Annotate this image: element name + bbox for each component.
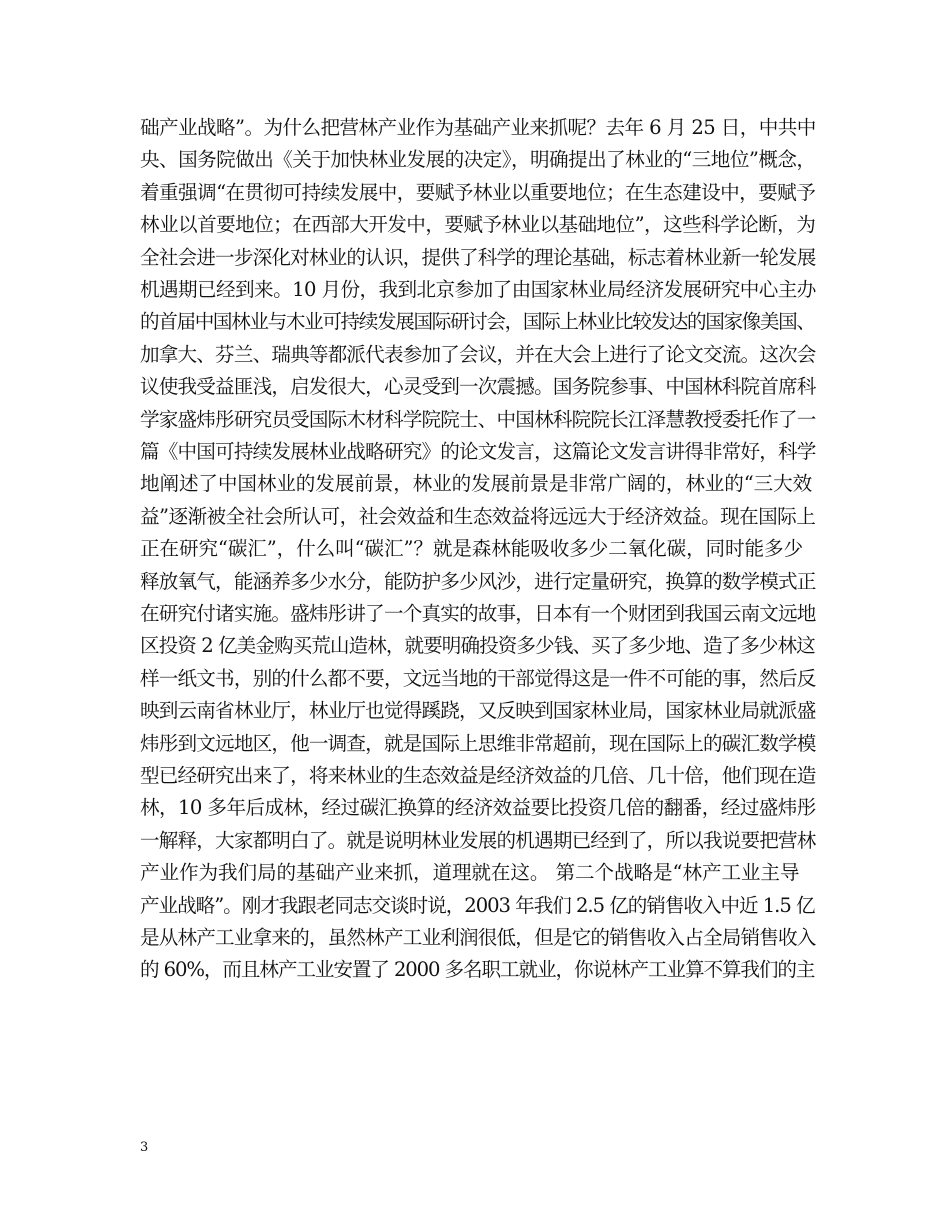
text-line: 的首届中国林业与木业可持续发展国际研讨会，国际上林业比较发达的国家像美国、 bbox=[140, 310, 815, 334]
text-line: 释放氧气，能涵养多少水分，能防护多少风沙，进行定量研究，换算的数学模式正 bbox=[140, 569, 816, 593]
text-line: 区投资 2 亿美金购买荒山造林，就要明确投资多少钱、买了多少地、造了多少林这 bbox=[140, 634, 815, 658]
text-line: 央、国务院做出《关于加快林业发展的决定》，明确提出了林业的“三地位”概念， bbox=[140, 148, 816, 172]
text-line: 产业战略”。刚才我跟老同志交谈时说，2003 年我们 2.5 亿的销售收入中近 1.5 亿 bbox=[140, 893, 815, 917]
text-line: 机遇期已经到来。10 月份，我到北京参加了由国家林业局经济发展研究中心主办 bbox=[140, 278, 816, 301]
text-line: 地阐述了中国林业的发展前景，林业的发展前景是非常广阔的，林业的“三大效 bbox=[140, 472, 813, 496]
text-line: 产业作为我们局的基础产业来抓，道理就在这。 第二个战略是“林产工业主导 bbox=[140, 861, 800, 885]
text-line: 础产业战略”。为什么把营林产业作为基础产业来抓呢？去年 6 月 25 日，中共中 bbox=[140, 116, 816, 139]
text-line: 林业以首要地位；在西部大开发中，要赋予林业以基础地位”，这些科学论断，为 bbox=[140, 213, 816, 237]
text-line: 林，10 多年后成林，经过碳汇换算的经济效益要比投资几倍的翻番，经过盛炜彤 bbox=[140, 796, 816, 820]
text-line: 的 60%，而且林产工业安置了 2000 多名职工就业，你说林产工业算不算我们的主 bbox=[140, 958, 815, 982]
text-line: 全社会进一步深化对林业的认识，提供了科学的理论基础，标志着林业新一轮发展 bbox=[140, 245, 816, 269]
text-line: 样一纸文书，别的什么都不要，文远当地的干部觉得这是一件不可能的事，然后反 bbox=[140, 666, 816, 690]
text-line: 学家盛炜彤研究员受国际木材科学院院士、中国林科院院长江泽慧教授委托作了一 bbox=[140, 407, 816, 431]
page-number: 3 bbox=[140, 1140, 149, 1155]
text-line: 是从林产工业拿来的，虽然林产工业利润很低，但是它的销售收入占全局销售收入 bbox=[140, 926, 816, 949]
text-line: 在研究付诸实施。盛炜彤讲了一个真实的故事，日本有一个财团到我国云南文远地 bbox=[140, 602, 816, 625]
text-line: 篇《中国可持续发展林业战略研究》的论文发言，这篇论文发言讲得非常好，科学 bbox=[140, 440, 816, 463]
text-line: 正在研究“碳汇”，什么叫“碳汇”？就是森林能吸收多少二氧化碳，同时能多少 bbox=[140, 537, 803, 561]
text-line: 加拿大、芬兰、瑞典等都派代表参加了会议，并在大会上进行了论文交流。这次会 bbox=[140, 342, 816, 366]
text-line: 着重强调“在贯彻可持续发展中，要赋予林业以重要地位；在生态建设中，要赋予 bbox=[140, 180, 816, 204]
text-line: 议使我受益匪浅，启发很大，心灵受到一次震撼。国务院参事、中国林科院首席科 bbox=[140, 375, 816, 399]
text-line: 型已经研究出来了，将来林业的生态效益是经济效益的几倍、几十倍，他们现在造 bbox=[140, 764, 816, 787]
text-line: 一解释，大家都明白了。就是说明林业发展的机遇期已经到了，所以我说要把营林 bbox=[140, 828, 816, 852]
text-line: 映到云南省林业厅，林业厅也觉得蹊跷，又反映到国家林业局，国家林业局就派盛 bbox=[140, 699, 816, 723]
text-line: 益”逐渐被全社会所认可，社会效益和生态效益将远远大于经济效益。现在国际上 bbox=[140, 504, 816, 528]
text-line: 炜彤到文远地区，他一调查，就是国际上思维非常超前，现在国际上的碳汇数学模 bbox=[140, 731, 816, 755]
